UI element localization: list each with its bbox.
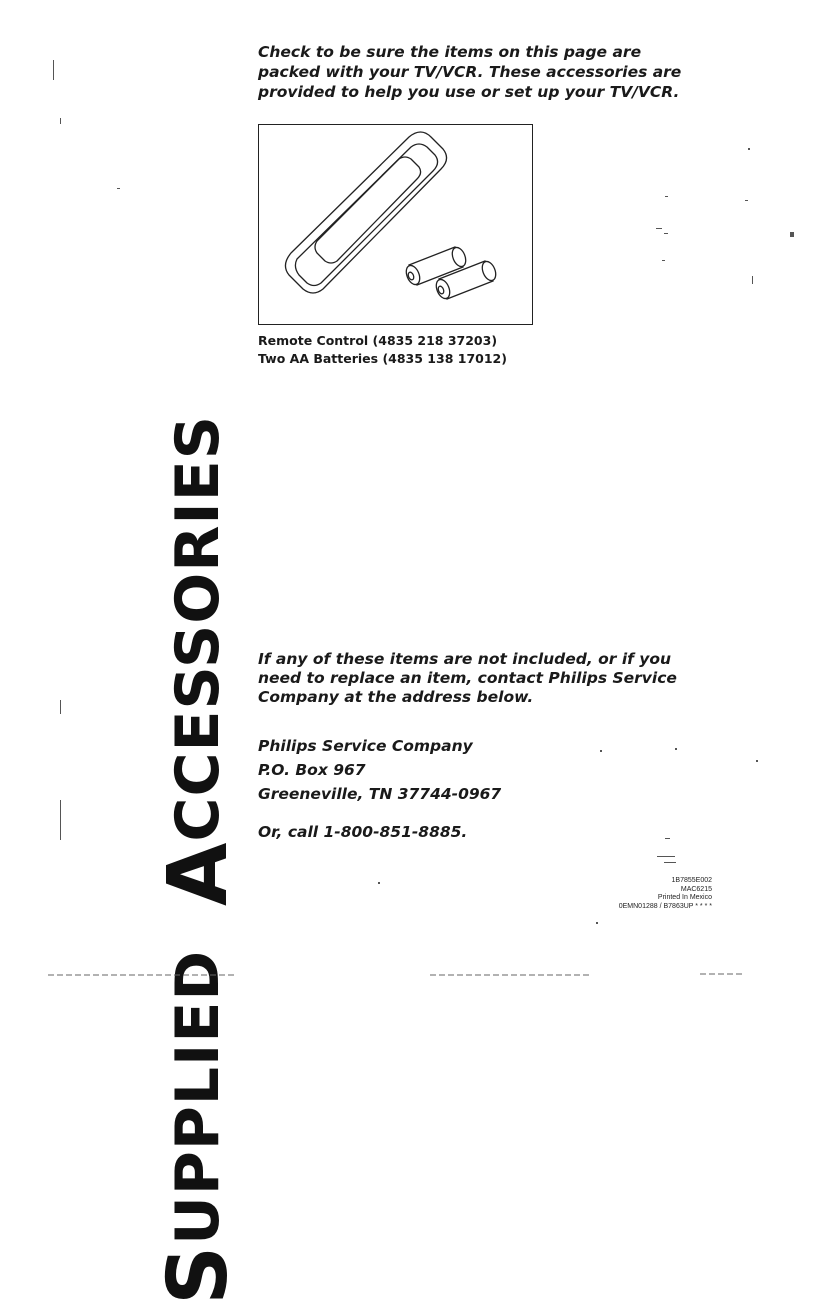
code-line-1: 1B7855E002: [671, 877, 712, 884]
side-title: [148, 415, 248, 1305]
remote-part-number: Remote Control (4835 218 37203): [258, 333, 498, 348]
print-codes: [512, 877, 712, 911]
service-address: [258, 734, 678, 806]
side-title-initial-1: S: [150, 1244, 246, 1305]
parts-list: [258, 332, 618, 368]
batteries-part-number: Two AA Batteries (4835 138 17012): [258, 351, 507, 366]
side-title-text: [148, 415, 248, 1305]
address-po-box: P.O. Box 967: [258, 761, 366, 779]
address-city: Greeneville, TN 37744-0967: [258, 785, 502, 803]
remote-and-batteries-drawing: [259, 125, 534, 326]
code-line-4: 0EMN01288 / B7863UP * * * *: [618, 902, 712, 910]
phone-line: Or, call 1-800-851-8885.: [258, 823, 468, 841]
batteries-icon: [404, 245, 499, 300]
address-company: Philips Service Company: [258, 737, 473, 755]
side-title-word-2: CCESSORIES: [163, 415, 233, 842]
accessories-illustration: [258, 124, 533, 325]
side-title-initial-2: A: [150, 841, 246, 907]
code-line-3: Printed In Mexico: [657, 894, 712, 901]
intro-paragraph: Check to be sure the items on this page are packed with your TV/VCR. These accessories are provided to help you use or set up your TV/VCR.: [258, 43, 682, 101]
missing-items-notice: If any of these items are not included, or if you need to replace an item, contact Philips Service Company at the address below.: [258, 650, 677, 706]
side-title-word-1: UPPLIED: [163, 949, 233, 1245]
code-line-2: MAC6215: [680, 885, 712, 893]
